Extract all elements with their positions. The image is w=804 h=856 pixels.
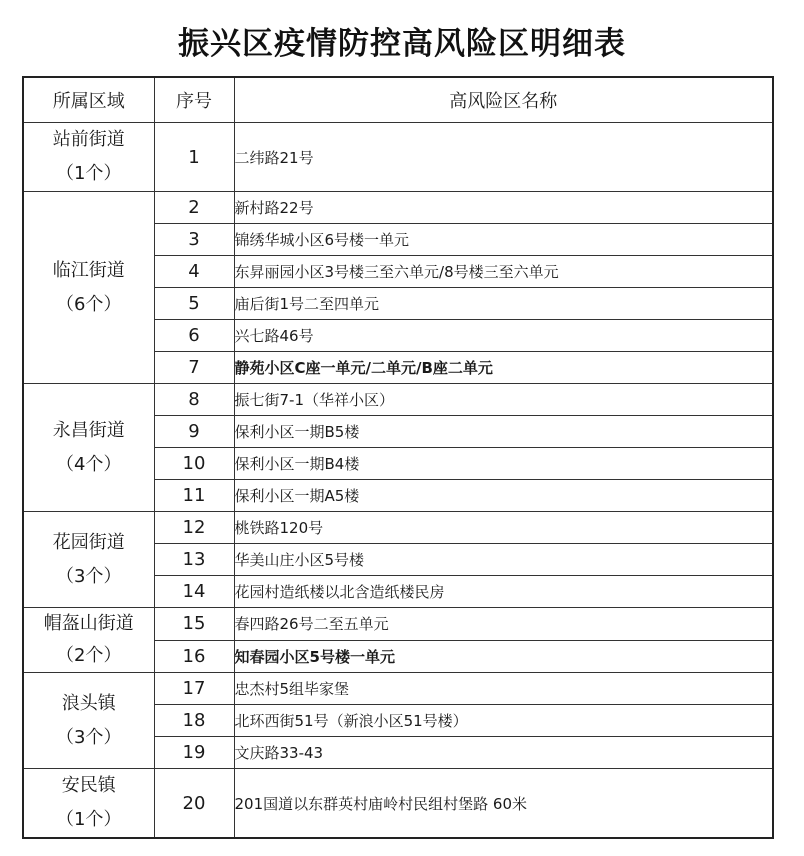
region-name: 安民镇 (61, 775, 116, 796)
table-row (23, 673, 773, 705)
region-count: （2个） (56, 645, 122, 666)
region-count: （6个） (56, 293, 122, 315)
column-header-area-name: 高风险区名称 (234, 77, 773, 123)
area-name-cell: 花园村造纸楼以北含造纸楼民房 (234, 576, 773, 608)
seq-cell: 6 (154, 320, 234, 352)
region-name: 站前街道 (52, 129, 125, 150)
region-cell (23, 673, 154, 769)
seq-cell: 5 (154, 288, 234, 320)
table-row (23, 608, 773, 641)
seq-cell: 14 (154, 576, 234, 608)
area-name-cell: 华美山庄小区5号楼 (234, 544, 773, 576)
table-header-row (23, 77, 773, 123)
area-name-cell: 保利小区一期B4楼 (234, 448, 773, 480)
table-row (23, 769, 773, 839)
region-name: 花园街道 (52, 531, 125, 553)
area-name-cell: 文庆路33-43 (234, 737, 773, 769)
area-name-cell-bold: 知春园小区5号楼一单元 (234, 640, 773, 673)
area-name-cell: 兴七路46号 (234, 320, 773, 352)
area-name-cell-bold: 静苑小区C座一单元/二单元/B座二单元 (234, 352, 773, 384)
area-name-cell: 庙后街1号二至四单元 (234, 288, 773, 320)
area-name-cell: 二纬路21号 (234, 123, 773, 192)
seq-cell: 10 (154, 448, 234, 480)
region-count: （3个） (56, 726, 122, 748)
seq-cell: 20 (154, 769, 234, 839)
area-name-cell: 东昇丽园小区3号楼三至六单元/8号楼三至六单元 (234, 256, 773, 288)
table-row (23, 512, 773, 544)
region-count: （4个） (56, 453, 122, 475)
region-cell (23, 384, 154, 512)
region-cell (23, 608, 154, 673)
high-risk-area-table (22, 76, 774, 839)
region-name: 浪头镇 (61, 692, 116, 714)
seq-cell: 16 (154, 640, 234, 673)
area-name-cell: 北环西街51号（新浪小区51号楼） (234, 705, 773, 737)
seq-cell: 3 (154, 224, 234, 256)
column-header-region: 所属区域 (23, 77, 154, 123)
seq-cell: 15 (154, 608, 234, 641)
seq-cell: 7 (154, 352, 234, 384)
area-name-cell: 锦绣华城小区6号楼一单元 (234, 224, 773, 256)
page-title: 振兴区疫情防控高风险区明细表 (178, 26, 626, 62)
area-name-cell: 春四路26号二至五单元 (234, 608, 773, 641)
seq-cell: 9 (154, 416, 234, 448)
area-name-cell: 振七街7-1（华祥小区） (234, 384, 773, 416)
seq-cell: 19 (154, 737, 234, 769)
region-cell (23, 123, 154, 192)
table-row (23, 123, 773, 192)
region-name: 永昌街道 (52, 419, 125, 441)
area-name-cell: 保利小区一期A5楼 (234, 480, 773, 512)
region-cell (23, 769, 154, 839)
seq-cell: 11 (154, 480, 234, 512)
area-name-cell: 新村路22号 (234, 192, 773, 224)
region-cell (23, 512, 154, 608)
column-header-seq: 序号 (154, 77, 234, 123)
area-name-cell: 桃铁路120号 (234, 512, 773, 544)
seq-cell: 17 (154, 673, 234, 705)
area-name-cell: 保利小区一期B5楼 (234, 416, 773, 448)
region-count: （1个） (56, 163, 122, 184)
region-count: （1个） (56, 809, 122, 830)
table-row (23, 192, 773, 224)
seq-cell: 8 (154, 384, 234, 416)
region-cell (23, 192, 154, 384)
table-row (23, 384, 773, 416)
region-count: （3个） (56, 565, 122, 587)
seq-cell: 13 (154, 544, 234, 576)
seq-cell: 18 (154, 705, 234, 737)
seq-cell: 12 (154, 512, 234, 544)
seq-cell: 4 (154, 256, 234, 288)
seq-cell: 1 (154, 123, 234, 192)
region-name: 帽盔山街道 (43, 613, 134, 634)
seq-cell: 2 (154, 192, 234, 224)
area-name-cell: 忠杰村5组毕家堡 (234, 673, 773, 705)
region-name: 临江街道 (52, 259, 125, 281)
area-name-cell: 201国道以东群英村庙岭村民组村堡路 60米 (234, 769, 773, 839)
